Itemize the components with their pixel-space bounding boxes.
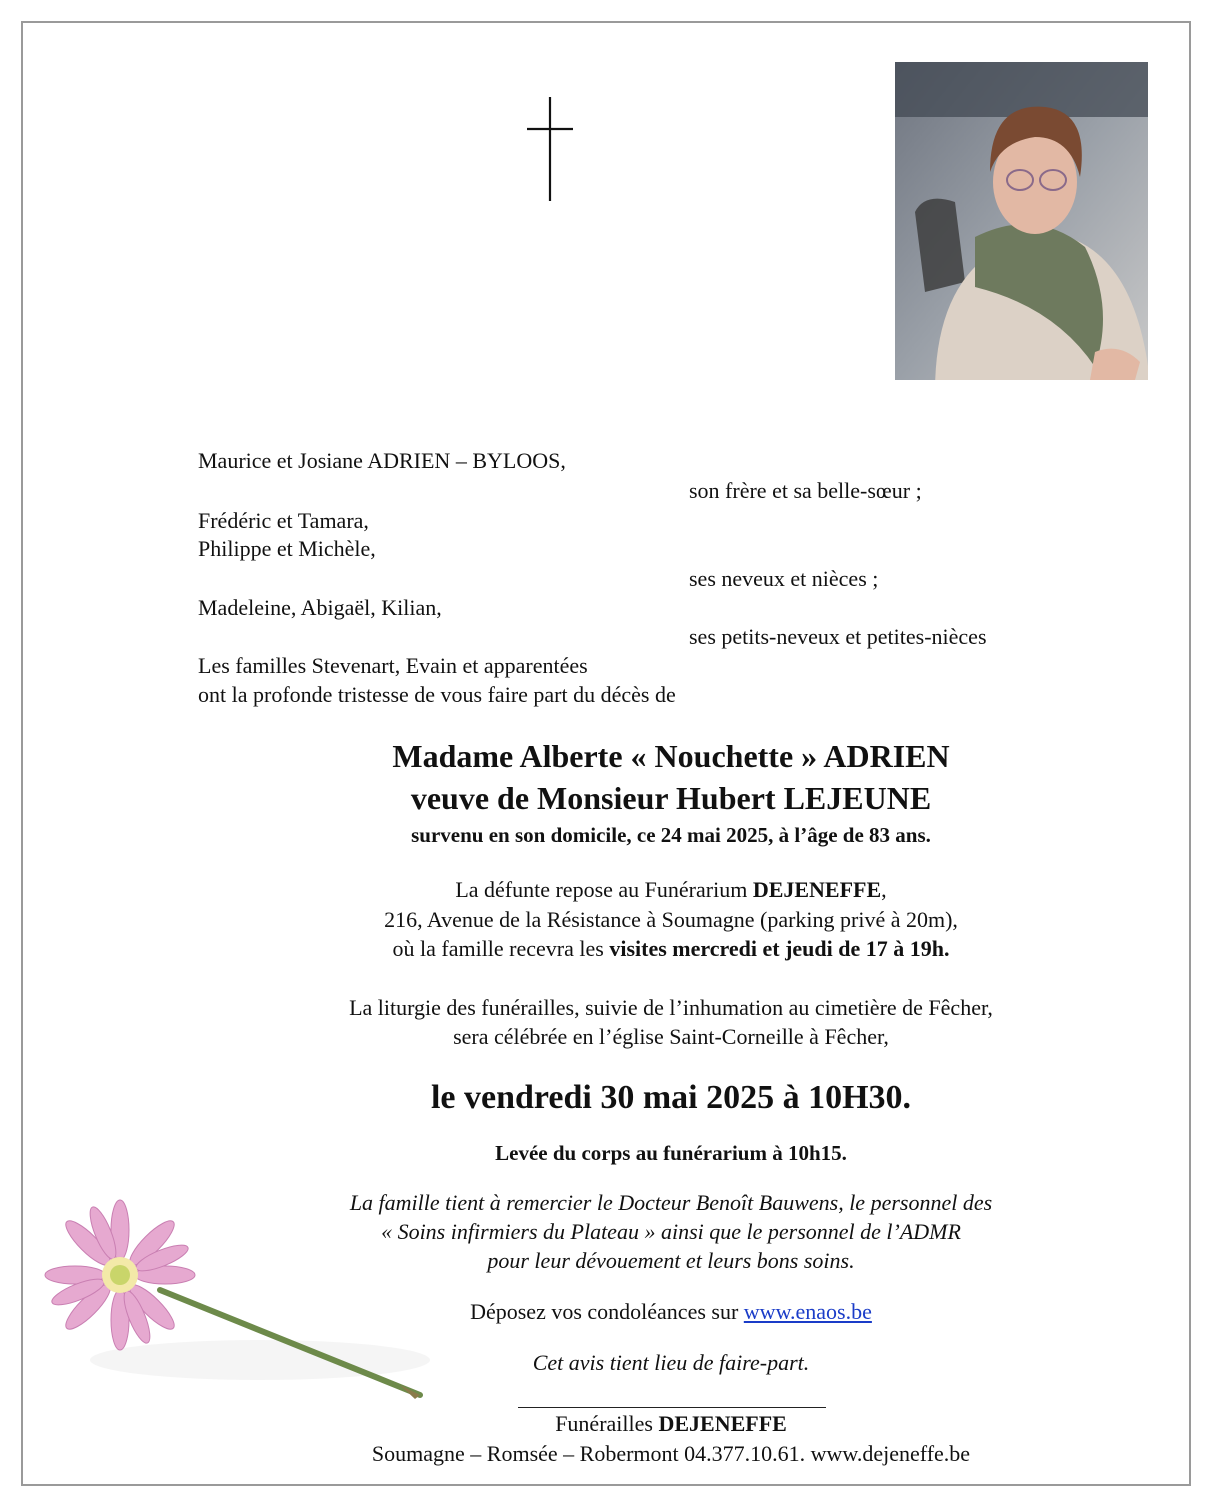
family-relation-2: ses neveux et nièces ; bbox=[689, 566, 879, 591]
thanks-line-1: La famille tient à remercier le Docteur Benoît Bauwens, le personnel des bbox=[349, 1190, 993, 1215]
cross-icon bbox=[527, 97, 573, 201]
liturgy-line-1: La liturgie des funérailles, suivie de l’inhumation au cimetière de Fêcher, bbox=[349, 995, 993, 1020]
levee-du-corps: Levée du corps au funérarium à 10h15. bbox=[495, 1141, 847, 1165]
condolences-link[interactable]: www.enaos.be bbox=[743, 1299, 872, 1324]
family-relation-3: ses petits-neveux et petites-nièces bbox=[689, 624, 987, 649]
notice-line: Cet avis tient lieu de faire-part. bbox=[532, 1350, 810, 1375]
footer-contact: Soumagne – Romsée – Robermont 04.377.10.61. www.dejeneffe.be bbox=[371, 1441, 971, 1466]
family-line-2: Frédéric et Tamara, bbox=[198, 508, 369, 533]
portrait-photo bbox=[895, 62, 1148, 380]
family-line-1: Maurice et Josiane ADRIEN – BYLOOS, bbox=[198, 448, 566, 473]
widow-of: veuve de Monsieur Hubert LEJEUNE bbox=[410, 780, 932, 816]
family-line-3: Philippe et Michèle, bbox=[198, 536, 376, 561]
funeral-date: le vendredi 30 mai 2025 à 10H30. bbox=[430, 1079, 912, 1116]
pink-flower-illustration bbox=[40, 1180, 440, 1420]
condolences-line: Déposez vos condoléances sur www.enaos.be bbox=[470, 1299, 872, 1324]
signature-rule bbox=[518, 1407, 826, 1408]
thanks-line-2: « Soins infirmiers du Plateau » ainsi que le personnel de l’ADMR bbox=[381, 1219, 961, 1244]
family-relation-1: son frère et sa belle-sœur ; bbox=[689, 478, 922, 503]
family-line-5: Les familles Stevenart, Evain et apparentées bbox=[198, 653, 588, 678]
visitation-line-2: 216, Avenue de la Résistance à Soumagne (parking privé à 20m), bbox=[384, 907, 958, 932]
family-line-6: ont la profonde tristesse de vous faire part du décès de bbox=[198, 682, 676, 707]
deceased-name: Madame Alberte « Nouchette » ADRIEN bbox=[392, 738, 950, 774]
liturgy-line-2: sera célébrée en l’église Saint-Corneille à Fêcher, bbox=[453, 1024, 889, 1049]
visitation-line-3: où la famille recevra les visites mercredi et jeudi de 17 à 19h. bbox=[392, 936, 950, 961]
visitation-line-1: La défunte repose au Funérarium DEJENEFFE, bbox=[455, 877, 887, 902]
death-info: survenu en son domicile, ce 24 mai 2025, à l’âge de 83 ans. bbox=[411, 823, 931, 847]
thanks-line-3: pour leur dévouement et leurs bons soins. bbox=[487, 1248, 855, 1273]
footer-company: Funérailles DEJENEFFE bbox=[555, 1411, 787, 1436]
family-line-4: Madeleine, Abigaël, Kilian, bbox=[198, 595, 442, 620]
